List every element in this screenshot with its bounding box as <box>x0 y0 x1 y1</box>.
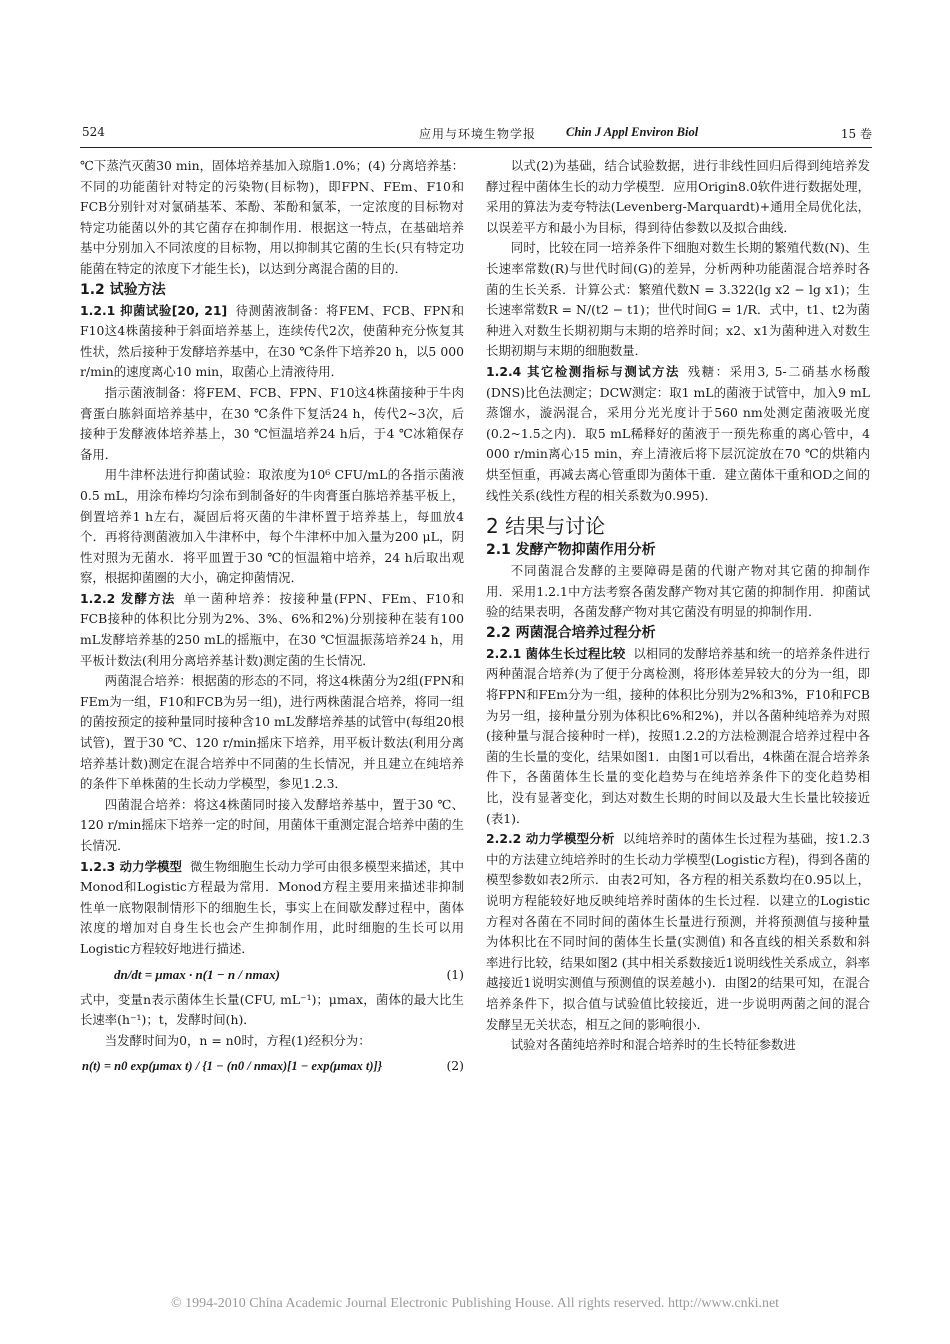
paragraph-1-2-1 <box>80 301 464 383</box>
subsection-heading-1-2-3: 1.2.3 动力学模型 <box>80 858 182 874</box>
paragraph: 四菌混合培养：将这4株菌同时接入发酵培养基中，置于30 ℃、120 r/min摇床下培养一定的时间，用菌体干重测定混合培养中菌的生长情况． <box>80 796 464 853</box>
subsection-heading-1-2-1: 1.2.1 抑菌试验[20, 21] <box>80 302 228 318</box>
paragraph: 式中，变量n表示菌体生长量(CFU, mL⁻¹)；μmax，菌体的最大比生长速率(h⁻¹)；t，发酵时间(h)． <box>80 991 464 1028</box>
equation-2-number: (2) <box>446 1058 464 1074</box>
subsection-heading-2-2-1: 2.2.1 菌体生长过程比较 <box>486 645 626 661</box>
subsection-heading-2-2-2: 2.2.2 动力学模型分析 <box>486 831 615 847</box>
section-heading-2: 2 结果与讨论 <box>486 514 606 539</box>
journal-title-cn: 应用与环境生物学报 <box>419 127 537 141</box>
subsection-heading-1-2-4: 1.2.4 其它检测指标与测试方法 <box>486 363 680 379</box>
paragraph-text: 以纯培养时的菌体生长过程为基础，按1.2.3中的方法建立纯培养时的生长动力学模型(Logistic方程)，得到各菌的模型参数如表2所示．由表2可知，各方程的相关系数均在0.95以上，说明方程能较好地反映纯培养时菌体的生长过程．以建立的Logistic方程对各菌在不同时间的菌体生长量进行预测，并将预测值与接种量为体积比在不同时间的菌体生长量(实测值) 和各直线的相关系数和斜率进行比较，结果如图2 (其中相关系数接近1说明线性关系成立，斜率越接近1说明实测值与预测值的误差越小)．由图2的结果可知，在混合培养条件下，拟合值与试验值比较接近，进一步说明两菌之间的混合发酵呈无关状态，相互之间的影响很小． <box>486 831 871 1032</box>
paragraph: 同时，比较在同一培养条件下细胞对数生长期的繁殖代数(N)、生长速率常数(R)与世代时间(G)的差异，分析两种功能菌混合培养时各菌的生长关系．计算公式：繁殖代数N = 3.322(lg x2 − lg x1)；生长速率常数R = N/(t2 − t1)；世代时间G = 1/R．式中，t1、t2为菌种进入对数生长期初期与末期的培养时间；x2、x1为菌种进入对数生长期初期与末期的细胞数量． <box>486 240 870 359</box>
equation-2-formula: n(t) = n0 exp(μmax t) / {1 − (n0 / nmax)[1 − exp(μmax t)]} <box>82 1059 383 1074</box>
paragraph: 用牛津杯法进行抑菌试验：取浓度为10⁶ CFU/mL的各指示菌液0.5 mL，用涂布棒均匀涂布到制备好的牛肉膏蛋白胨培养基平板上，倒置培养1 h左右，凝固后将灭菌的牛津杯置于培养基上，每皿放4个．再将待测菌液加入牛津杯中，每个牛津杯中加入量为200 μL，阴性对照为无菌水．将平皿置于30 ℃的恒温箱中培养，24 h后取出观察，根据抑菌圈的大小，确定抑菌情况． <box>80 467 464 586</box>
page-number: 524 <box>82 125 105 139</box>
section-heading-2-2: 2.2 两菌混合培养过程分析 <box>486 624 656 641</box>
equation-1-number: (1) <box>446 966 464 982</box>
paragraph-2-2-1 <box>486 644 870 829</box>
copyright-footer: © 1994-2010 China Academic Journal Electronic Publishing House. All rights reserved. http://www.cnki.net <box>170 1296 780 1311</box>
paragraph-text: 残糖：采用3, 5-二硝基水杨酸(DNS)比色法测定；DCW测定：取1 mL的菌液于试管中，加入9 mL蒸馏水，漩涡混合，采用分光光度计于560 nm处测定菌液吸光度(0.2~1.5之内)．取5 mL稀释好的菌液于一预先称重的离心管中，4 000 r/min离心15 min，弃上清液后将下层沉淀放在70 ℃的烘箱内烘至恒重，再减去离心管重即为菌体干重．建立菌体干重和OD之间的线性关系(线性方程的相关系数为0.995)． <box>486 363 870 503</box>
paragraph: 两菌混合培养：根据菌的形态的不同，将这4株菌分为2组(FPN和FEm为一组，F10和FCB为另一组)，进行两株菌混合培养，将同一组的菌按预定的接种量同时接种含10 mL发酵培养基的试管中(每组20根试管)，置于30 ℃、120 r/min摇床下培养，用平板计数法(利用分离培养基计数)测定在混合培养中不同菌的生长情况，并且建立在纯培养的条件下单株菌的生长动力学模型，参见1.2.3． <box>80 673 464 792</box>
right-column <box>486 156 870 1056</box>
paragraph-1-2-3 <box>80 857 464 960</box>
section-heading-1-2: 1.2 试验方法 <box>80 281 166 298</box>
equation-1 <box>80 960 464 990</box>
subsection-heading-1-2-2: 1.2.2 发酵方法 <box>80 590 176 606</box>
running-header <box>82 125 872 143</box>
journal-title-en: Chin J Appl Environ Biol <box>566 125 699 139</box>
paragraph: 当发酵时间为0，n = n0时，方程(1)经积分为： <box>104 1032 371 1048</box>
paragraph-2-2-2 <box>486 829 870 1035</box>
header-rule <box>80 147 872 148</box>
equation-1-formula: dn/dt = μmax · n(1 − n / nmax) <box>114 966 280 982</box>
volume-label: 15 卷 <box>840 127 872 141</box>
equation-2 <box>80 1051 464 1081</box>
paragraph: 指示菌液制备：将FEM、FCB、FPN、F10这4株菌接种于牛肉膏蛋白胨斜面培养基中，在30 ℃条件下复活24 h，传代2~3次，后接种于发酵液体培养基上，30 ℃恒温培养24 h后，于4 ℃冰箱保存备用． <box>80 384 464 462</box>
paragraph-1-2-2 <box>80 589 464 671</box>
section-heading-2-1: 2.1 发酵产物抑菌作用分析 <box>486 542 656 559</box>
paragraph-text: 微生物细胞生长动力学可由很多模型来描述，其中Monod和Logistic方程最为常用．Monod方程主要用来描述非抑制性单一底物限制情形下的细胞生长，事实上在间歇发酵过程中，菌体浓度的增加对自身生长也会产生抑制作用，此时细胞的生长可以用Logistic方程较好地进行描述． <box>80 858 465 956</box>
paragraph: 试验对各菌纯培养时和混合培养时的生长特征参数进 <box>510 1037 796 1053</box>
paragraph-text: 待测菌液制备：将FEM、FCB、FPN和F10这4株菌接种于斜面培养基上，连续传代2次，使菌种充分恢复其性状，然后接种于发酵培养基中，在30 ℃条件下培养20 h，以5 000 r/min的速度离心10 min，取菌心上清液待用． <box>80 302 464 380</box>
paragraph: ℃下蒸汽灭菌30 min，固体培养基加入琼脂1.0%；(4) 分离培养基：不同的功能菌针对特定的污染物(目标物)，即FPN、FEm、F10和FCB分别针对对氯硝基苯、苯酚、苯酚和氯苯，一定浓度的目标物对特定功能菌以外的其它菌存在抑制作用．根据这一特点，在基础培养基中分别加入不同浓度的目标物，用以抑制其它菌的生长(只有特定功能菌在特定的浓度下才能生长)，以达到分离混合菌的目的． <box>80 158 464 276</box>
paragraph-text: 单一菌种培养：按接种量(FPN、FEm、F10和FCB接种的体积比分别为2%、3%、6%和2%)分别接种在装有100 mL发酵培养基的250 mL的摇瓶中，在30 ℃恒温振荡培养24 h，用平板计数法(利用分离培养基计数)测定菌的生长情况． <box>80 590 464 668</box>
paragraph-text: 以相同的发酵培养基和统一的培养条件进行两种菌混合培养(为了便于分离检测，将形体差异较大的分为一组，即将FPN和FEm分为一组，接种的体积比分别为2%和3%，F10和FCB为另一组，接种量分别为体积比6%和2%)，并以各菌种纯培养为对照(接种量与混合接种时一样)，按照1.2.2的方法检测混合培养过程中各菌的生长量的变化，结果如图1．由图1可以看出，4株菌在混合培养条件下，各菌菌体生长量的变化趋势与在纯培养条件下的变化趋势相比，没有显著变化，到达对数生长期的时间以及最大生长量比较接近(表1)． <box>486 645 871 826</box>
paragraph-1-2-4 <box>486 362 870 506</box>
paragraph: 不同菌混合发酵的主要障碍是菌的代谢产物对其它菌的抑制作用．采用1.2.1中方法考察各菌发酵产物对其它菌的抑制作用．抑菌试验的结果表明，各菌发酵产物对其它菌没有明显的抑制作用． <box>486 563 870 620</box>
left-column <box>80 156 464 1081</box>
paragraph: 以式(2)为基础，结合试验数据，进行非线性回归后得到纯培养发酵过程中菌体生长的动力学模型．应用Origin8.0软件进行数据处理，采用的算法为麦夸特法(Levenberg-Marquardt)+通用全局优化法，以误差平方和最小为目标，得到待估参数以及拟合曲线． <box>486 158 870 235</box>
